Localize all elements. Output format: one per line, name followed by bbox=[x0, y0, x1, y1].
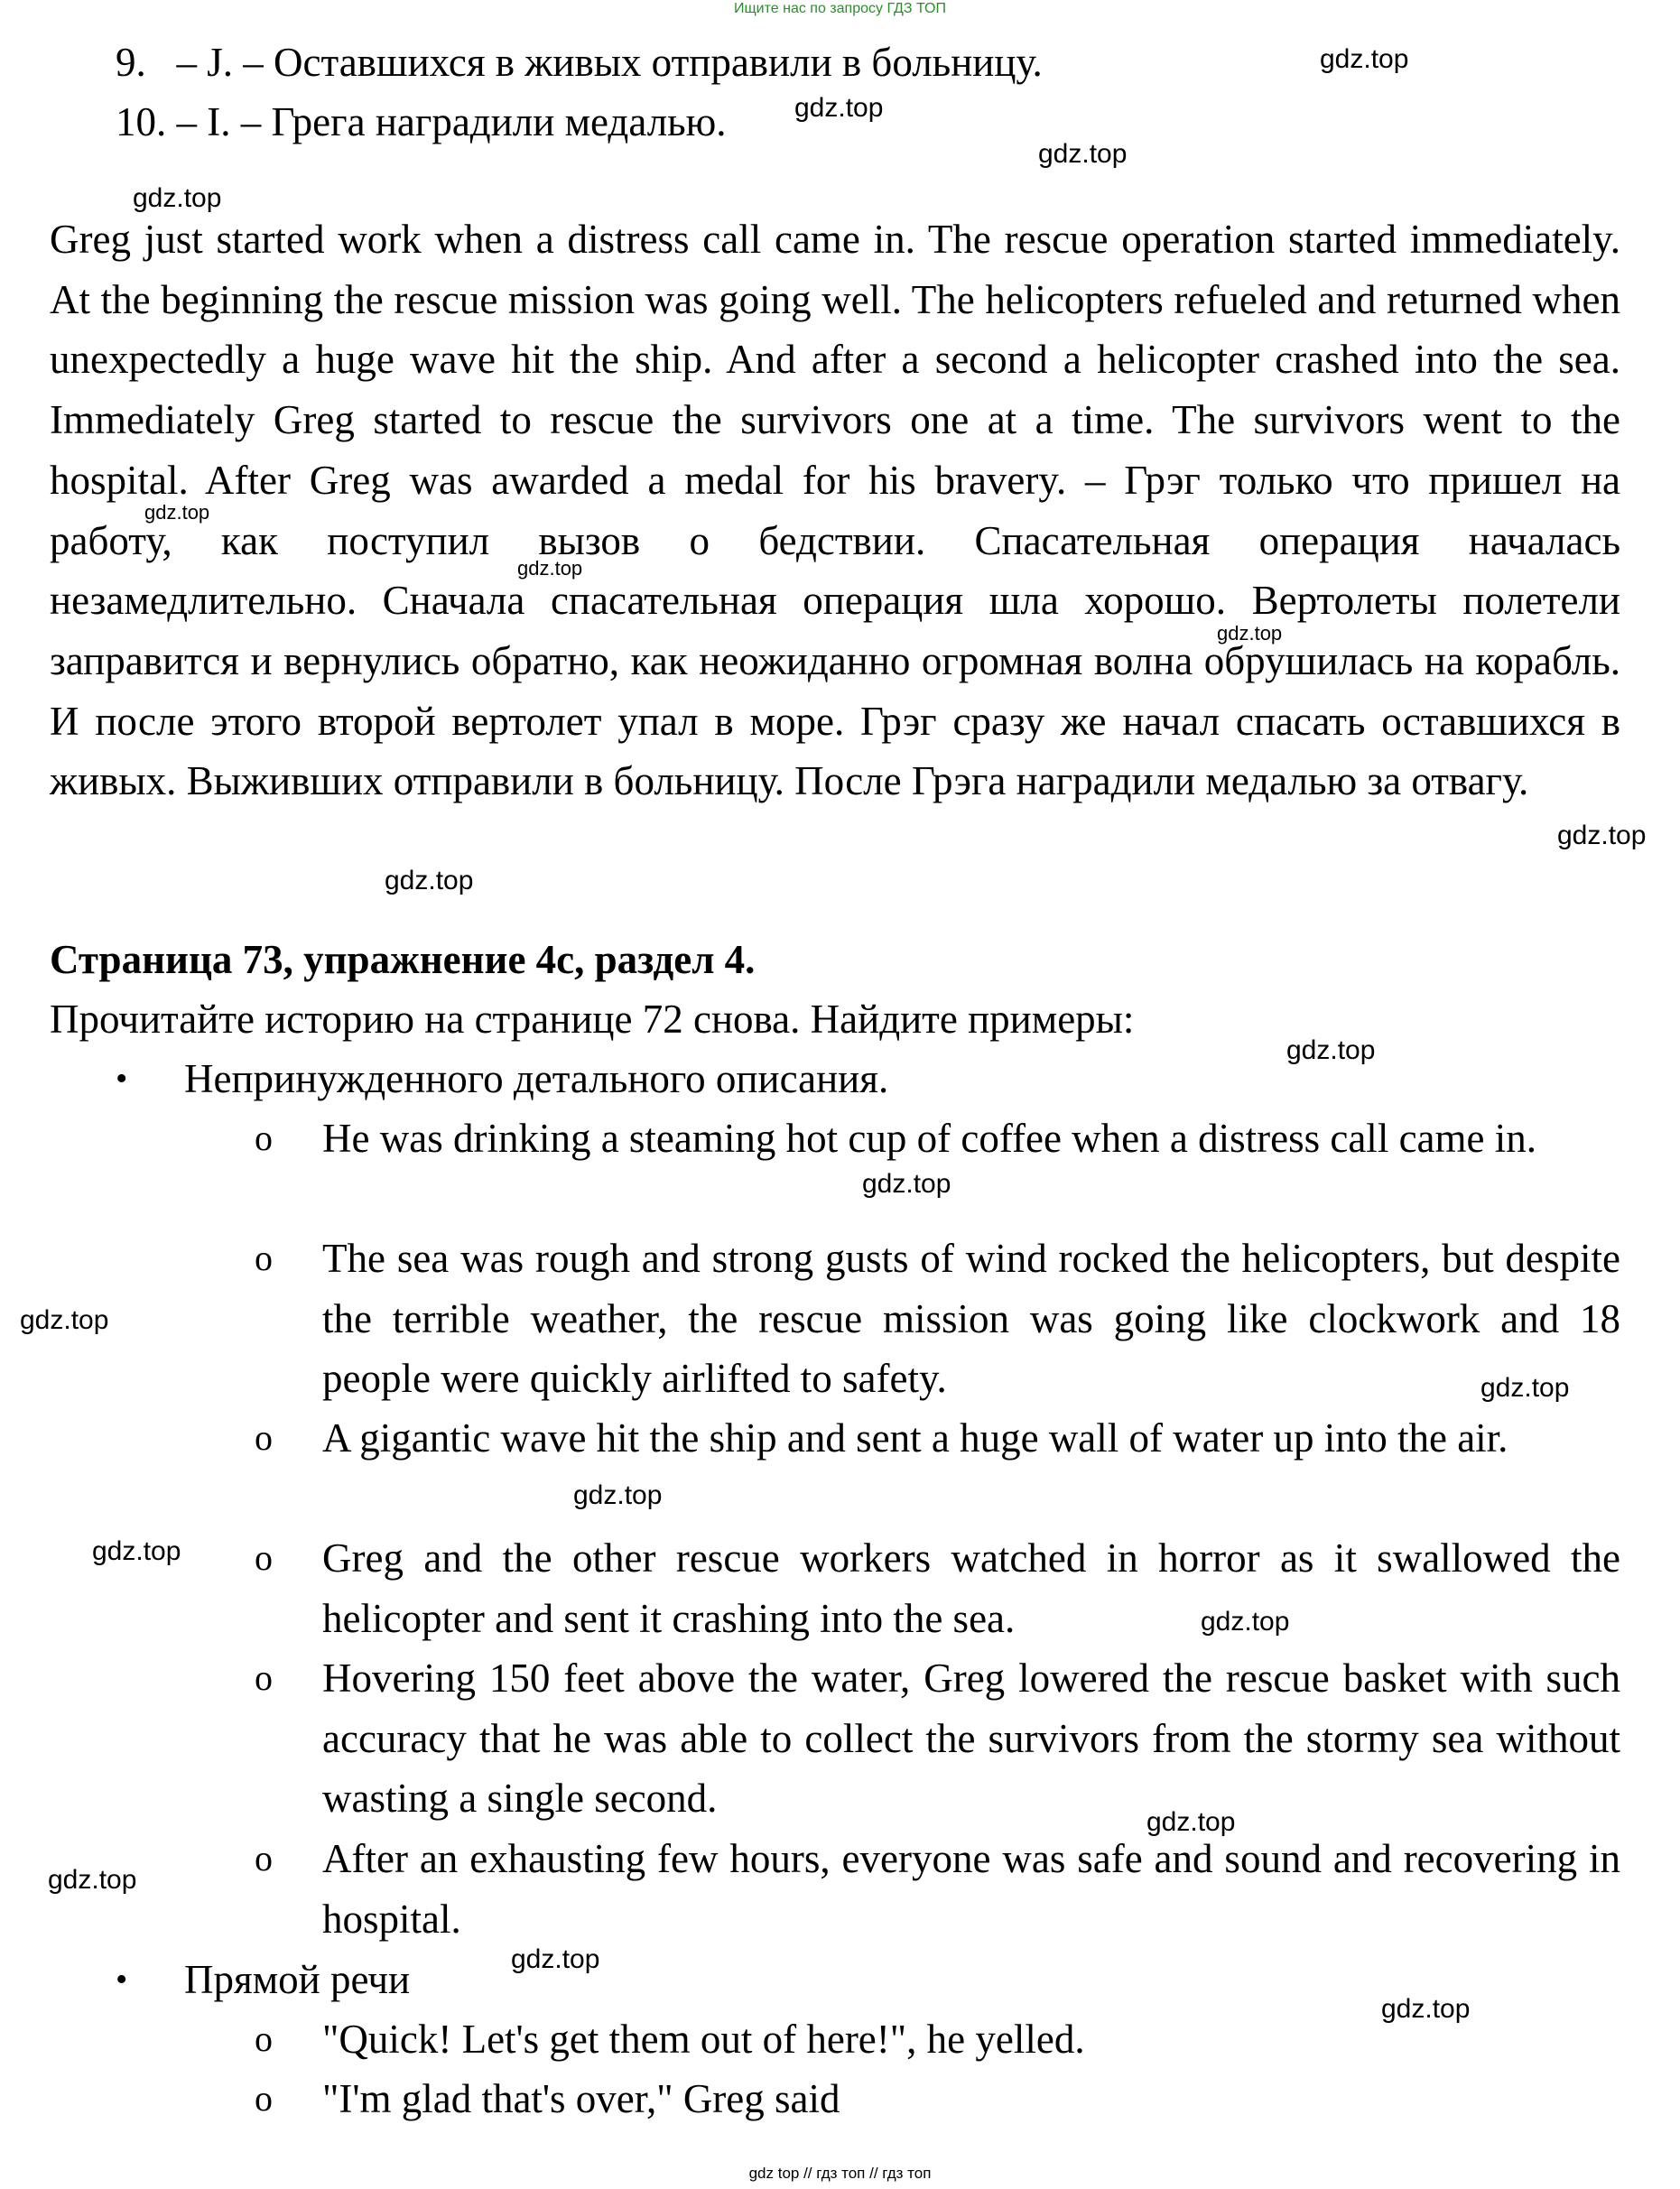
item-number: 9. bbox=[116, 40, 146, 85]
example-item: The sea was rough and strong gusts of wind rocked the helicopters, but despite the terrible weather, the rescue mission was going like clockwork and 18 people were quickly airlifted to safety. bbox=[322, 1236, 1620, 1401]
circle-bullet-icon: o bbox=[255, 2078, 273, 2119]
watermark: gdz.top bbox=[385, 866, 474, 895]
header-search-link[interactable]: Ищите нас по запросу ГДЗ ТОП bbox=[734, 1, 946, 16]
example-item: Greg and the other rescue workers watched in horror as it swallowed the helicopter and sent it crashing into the sea. bbox=[322, 1535, 1620, 1641]
example-item: After an exhausting few hours, everyone was safe and sound and recovering in hospital. bbox=[322, 1836, 1620, 1942]
instruction-text: Прочитайте историю на странице 72 снова. Найдите примеры: bbox=[50, 997, 1135, 1042]
watermark: gdz.top bbox=[1557, 821, 1647, 850]
watermark: gdz.top bbox=[573, 1480, 663, 1510]
numbered-item-9 bbox=[116, 32, 1043, 92]
circle-bullet-icon: o bbox=[255, 1657, 273, 1698]
example-item: He was drinking a steaming hot cup of coffee when a distress call came in. bbox=[322, 1116, 1536, 1161]
watermark: gdz.top bbox=[1286, 1035, 1376, 1065]
watermark: gdz.top bbox=[1201, 1607, 1290, 1637]
watermark: gdz.top bbox=[862, 1169, 951, 1199]
watermark: gdz.top bbox=[92, 1536, 181, 1566]
bullet-icon: • bbox=[116, 1060, 128, 1098]
watermark: gdz.top bbox=[1381, 1994, 1471, 2024]
circle-bullet-icon: o bbox=[255, 1537, 273, 1578]
numbered-item-10 bbox=[116, 92, 727, 152]
watermark: gdz.top bbox=[1146, 1807, 1236, 1837]
watermark: gdz.top bbox=[1320, 44, 1409, 74]
speech-item: "I'm glad that's over," Greg said bbox=[322, 2076, 840, 2121]
item-text: – I. – Грега наградили медалью. bbox=[176, 99, 727, 144]
speech-item: "Quick! Let's get them out of here!", he yelled. bbox=[322, 2017, 1085, 2062]
watermark: gdz.top bbox=[794, 93, 884, 123]
circle-bullet-icon: o bbox=[255, 1838, 273, 1878]
watermark: gdz.top bbox=[517, 557, 583, 580]
watermark: gdz.top bbox=[133, 183, 222, 213]
item-text: – J. – Оставшихся в живых отправили в больницу. bbox=[176, 40, 1043, 85]
watermark: gdz.top bbox=[48, 1865, 137, 1895]
bullet-label-description: Непринужденного детального описания. bbox=[184, 1056, 889, 1101]
bullet-label-speech: Прямой речи bbox=[184, 1957, 411, 2002]
watermark: gdz.top bbox=[20, 1305, 109, 1335]
section-heading: Страница 73, упражнение 4c, раздел 4. bbox=[50, 937, 756, 982]
footer-text: gdz top // гдз топ // гдз топ bbox=[748, 2165, 932, 2182]
circle-bullet-icon: o bbox=[255, 1238, 273, 1278]
watermark: gdz.top bbox=[1480, 1373, 1570, 1403]
circle-bullet-icon: o bbox=[255, 1417, 273, 1458]
bullet-icon: • bbox=[116, 1961, 128, 1999]
circle-bullet-icon: o bbox=[255, 2018, 273, 2059]
example-item: Hovering 150 feet above the water, Greg lowered the rescue basket with such accuracy that he was able to collect the survivors from the stormy sea without wasting a single second. bbox=[322, 1656, 1620, 1821]
story-paragraph: Greg just started work when a distress call came in. The rescue operation started immediately. At the beginning the rescue mission was going well. The helicopters refueled and returned when unexpectedly a huge wave hit the ship. And after a second a helicopter crashed into the sea. Immediately Greg started to rescue the survivors one at a time. The survivors went to the hospital. After Greg was awarded a medal for his bravery. – Грэг только что пришел на работу, как поступил вызов о бедствии. Спасательная операция началась незамедлительно. Сначала спасательная операция шла хорошо. Вертолеты полетели заправится и вернулись обратно, как неожиданно огромная волна обрушилась на корабль. И после этого второй вертолет упал в море. Грэг сразу же начал спасать оставшихся в живых. Выживших отправили в больницу. После Грэга наградили медалью за отвагу. bbox=[50, 217, 1620, 804]
watermark: gdz.top bbox=[1038, 139, 1128, 169]
watermark: gdz.top bbox=[144, 501, 210, 524]
example-item: A gigantic wave hit the ship and sent a huge wall of water up into the air. bbox=[322, 1415, 1508, 1461]
watermark: gdz.top bbox=[1217, 622, 1283, 645]
item-number: 10. bbox=[116, 99, 167, 144]
circle-bullet-icon: o bbox=[255, 1118, 273, 1158]
watermark: gdz.top bbox=[511, 1944, 600, 1974]
